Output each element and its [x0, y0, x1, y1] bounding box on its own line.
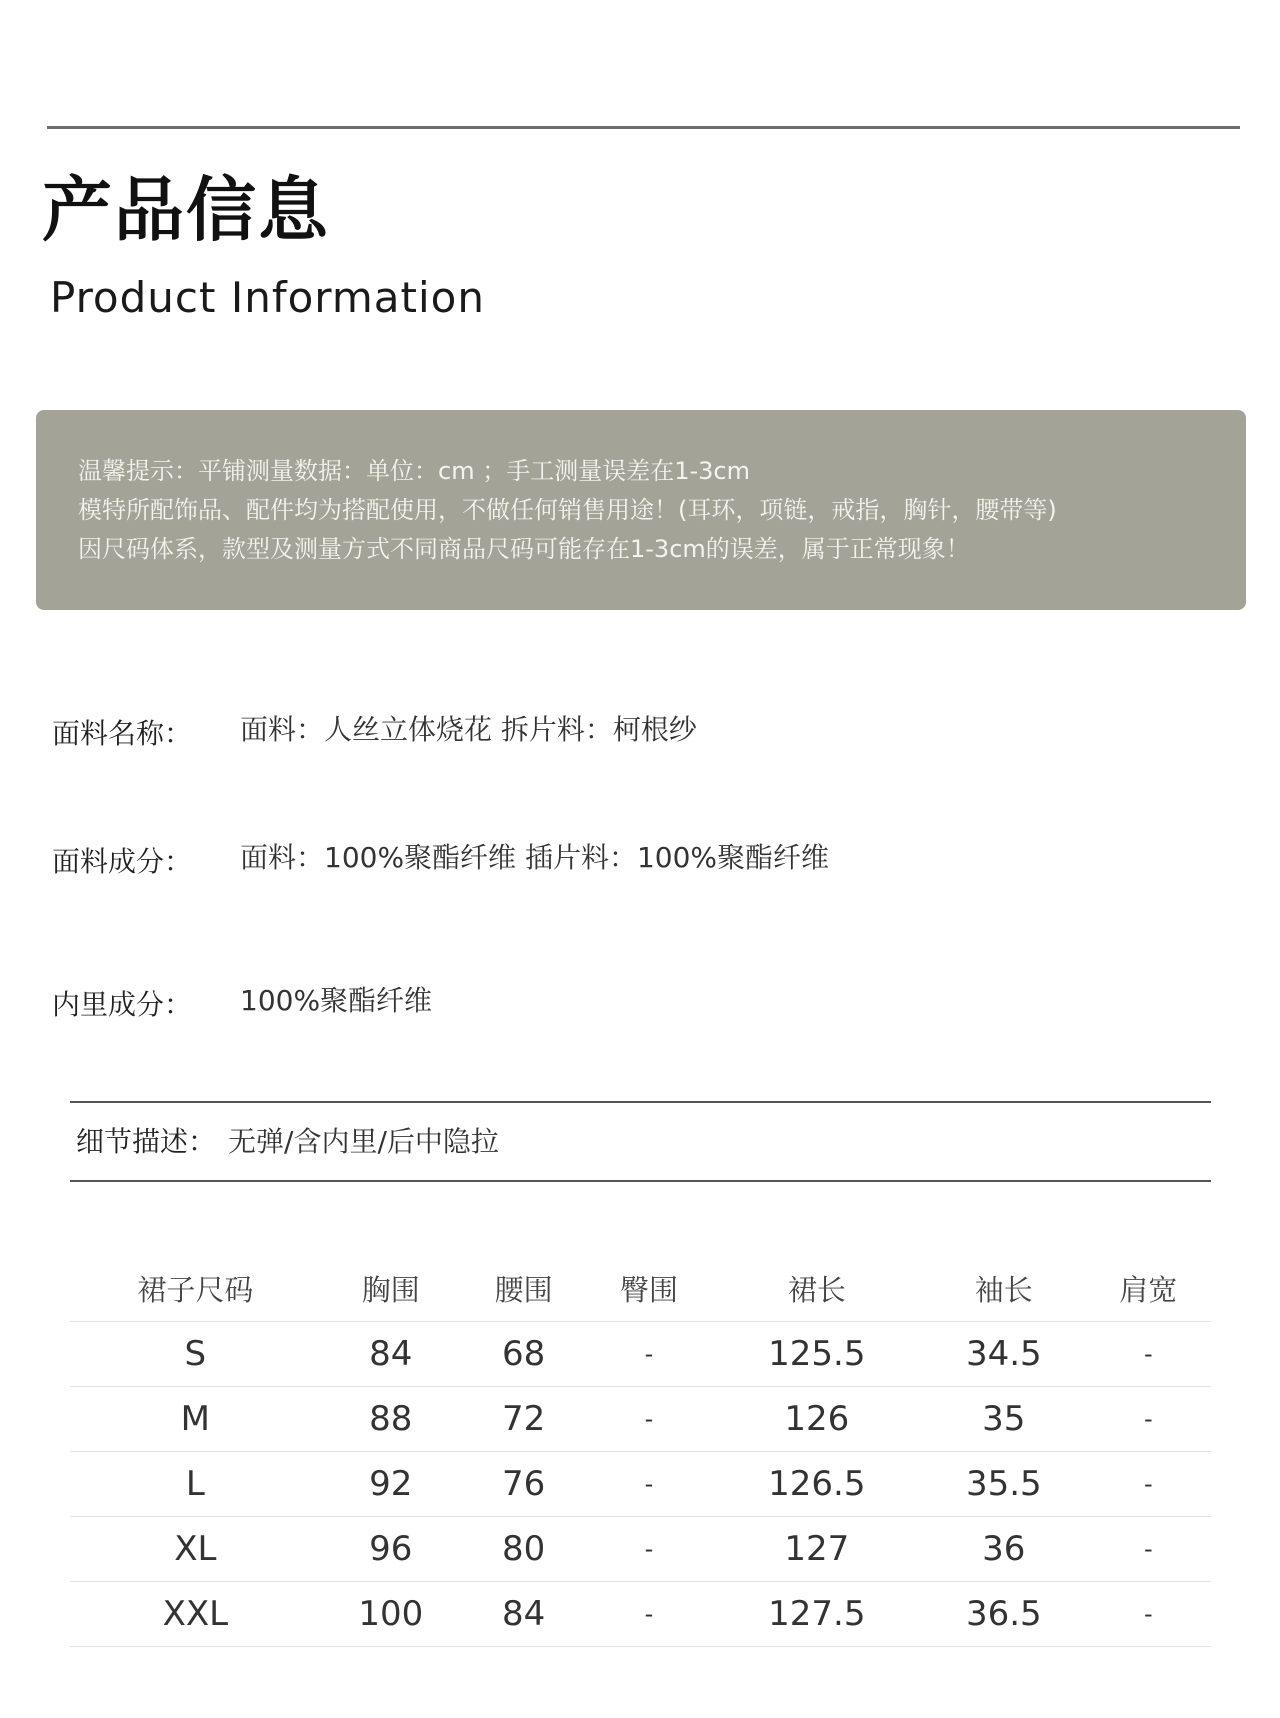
table-cell: XL	[70, 1517, 321, 1582]
table-cell: -	[586, 1517, 711, 1582]
table-cell: 36	[922, 1517, 1086, 1582]
table-cell: 127	[712, 1517, 922, 1582]
table-cell: 80	[461, 1517, 586, 1582]
table-cell: -	[1086, 1387, 1211, 1452]
table-cell: 88	[321, 1387, 461, 1452]
table-cell: -	[1086, 1517, 1211, 1582]
table-cell: -	[1086, 1582, 1211, 1647]
table-row	[70, 1322, 1211, 1387]
detail-top-divider	[70, 1101, 1211, 1103]
table-cell: 84	[461, 1582, 586, 1647]
table-cell: 76	[461, 1452, 586, 1517]
table-cell: 35.5	[922, 1452, 1086, 1517]
table-cell: 96	[321, 1517, 461, 1582]
table-cell: -	[1086, 1322, 1211, 1387]
table-cell: 36.5	[922, 1582, 1086, 1647]
info-value: 100%聚酯纤维	[240, 984, 433, 1017]
table-cell: XXL	[70, 1582, 321, 1647]
table-cell: L	[70, 1452, 321, 1517]
detail-row	[76, 1120, 499, 1160]
table-cell: 126.5	[712, 1452, 922, 1517]
table-cell: -	[586, 1387, 711, 1452]
notice-line: 因尺码体系，款型及测量方式不同商品尺码可能存在1-3cm的误差，属于正常现象！	[78, 535, 970, 563]
table-cell: 126	[712, 1387, 922, 1452]
table-row	[70, 1517, 1211, 1582]
table-cell: -	[1086, 1452, 1211, 1517]
table-row	[70, 1582, 1211, 1647]
table-cell: -	[586, 1322, 711, 1387]
table-row	[70, 1452, 1211, 1517]
table-cell: S	[70, 1322, 321, 1387]
column-header: 裙长	[712, 1255, 922, 1322]
table-cell: 92	[321, 1452, 461, 1517]
page-title: 产品信息	[42, 169, 330, 251]
column-header: 腰围	[461, 1255, 586, 1322]
table-cell: -	[586, 1452, 711, 1517]
info-label: 内里成分：	[52, 988, 193, 1021]
info-label: 面料名称：	[52, 717, 193, 750]
column-header: 袖长	[922, 1255, 1086, 1322]
top-divider	[47, 126, 1240, 129]
info-value: 面料：人丝立体烧花 拆片料：柯根纱	[240, 713, 697, 746]
table-cell: 68	[461, 1322, 586, 1387]
table-cell: 127.5	[712, 1582, 922, 1647]
table-row	[70, 1387, 1211, 1452]
detail-value: 无弹/含内里/后中隐拉	[228, 1125, 499, 1158]
notice-line: 模特所配饰品、配件均为搭配使用，不做任何销售用途！(耳环，项链，戒指，胸针，腰带等)	[78, 496, 1057, 524]
info-value: 面料：100%聚酯纤维 插片料：100%聚酯纤维	[240, 841, 829, 874]
detail-label: 细节描述：	[76, 1125, 217, 1158]
column-header: 肩宽	[1086, 1255, 1211, 1322]
notice-line: 温馨提示：平铺测量数据：单位：cm ；手工测量误差在1-3cm	[78, 457, 750, 485]
notice-box	[36, 410, 1246, 610]
table-cell: 100	[321, 1582, 461, 1647]
table-cell: 72	[461, 1387, 586, 1452]
table-header-row	[70, 1255, 1211, 1322]
column-header: 胸围	[321, 1255, 461, 1322]
column-header: 臀围	[586, 1255, 711, 1322]
column-header: 裙子尺码	[70, 1255, 321, 1322]
size-table	[70, 1255, 1211, 1647]
table-cell: M	[70, 1387, 321, 1452]
info-label: 面料成分：	[52, 845, 193, 878]
table-cell: -	[586, 1582, 711, 1647]
table-cell: 34.5	[922, 1322, 1086, 1387]
table-cell: 84	[321, 1322, 461, 1387]
page-subtitle: Product Information	[50, 273, 485, 322]
table-cell: 35	[922, 1387, 1086, 1452]
detail-bottom-divider	[70, 1180, 1211, 1182]
table-cell: 125.5	[712, 1322, 922, 1387]
